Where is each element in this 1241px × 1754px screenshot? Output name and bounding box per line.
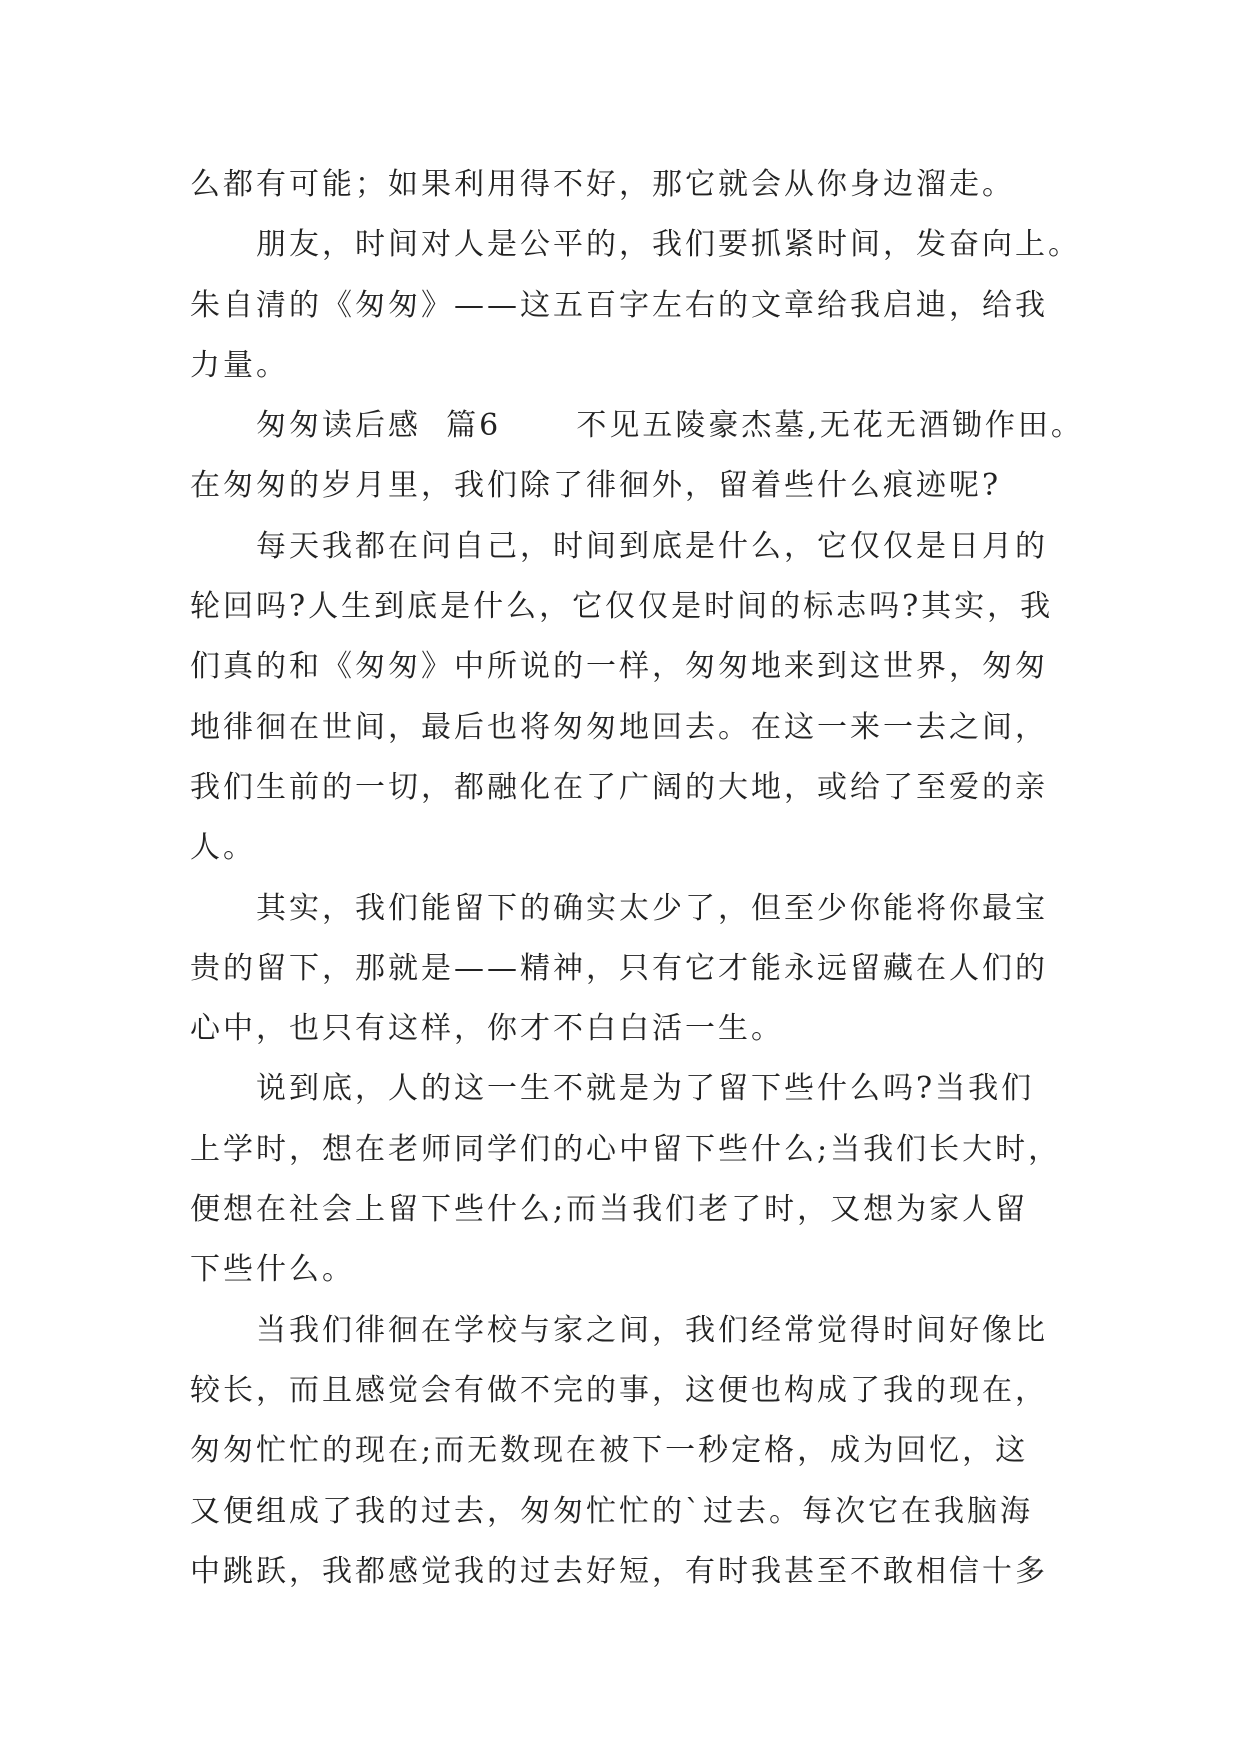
document-body	[190, 155, 1084, 1602]
text-line: 心中，也只有这样，你才不白白活一生。	[190, 1011, 784, 1047]
text-line: 轮回吗?人生到底是什么，它仅仅是时间的标志吗?其实，我	[190, 589, 1054, 625]
text-line: 当我们徘徊在学校与家之间，我们经常觉得时间好像比	[256, 1312, 1048, 1348]
text-line: 便想在社会上留下些什么;而当我们老了时，又想为家人留	[190, 1192, 1029, 1228]
text-line: 我们生前的一切，都融化在了广阔的大地，或给了至爱的亲	[190, 769, 1048, 805]
text-line: 贵的留下，那就是——精神，只有它才能永远留藏在人们的	[190, 950, 1048, 986]
text-line: 每天我都在问自己，时间到底是什么，它仅仅是日月的	[256, 528, 1048, 564]
text-line: 们真的和《匆匆》中所说的一样，匆匆地来到这世界，匆匆	[190, 649, 1048, 685]
text-line: 力量。	[190, 347, 289, 383]
text-line: 人。	[190, 830, 256, 866]
text-line: 其实，我们能留下的确实太少了，但至少你能将你最宝	[256, 890, 1048, 926]
text-line: 在匆匆的岁月里，我们除了徘徊外，留着些什么痕迹呢?	[190, 468, 1002, 504]
text-line: 又便组成了我的过去，匆匆忙忙的`过去。每次它在我脑海	[190, 1493, 1033, 1529]
text-line: 么都有可能；如果利用得不好，那它就会从你身边溜走。	[190, 167, 1015, 202]
text-line: 地徘徊在世间，最后也将匆匆地回去。在这一来一去之间，	[190, 709, 1048, 745]
text-line: 上学时，想在老师同学们的心中留下些什么;当我们长大时，	[190, 1131, 1062, 1167]
text-line: 朋友，时间对人是公平的，我们要抓紧时间，发奋向上。	[256, 227, 1081, 263]
text-line: 较长，而且感觉会有做不完的事，这便也构成了我的现在，	[190, 1372, 1048, 1408]
text-line: 说到底，人的这一生不就是为了留下些什么吗?当我们	[256, 1071, 1035, 1107]
text-line: 下些什么。	[190, 1252, 355, 1288]
text-line: 中跳跃，我都感觉我的过去好短，有时我甚至不敢相信十多	[190, 1553, 1048, 1589]
text-line: 朱自清的《匆匆》——这五百字左右的文章给我启迪，给我	[190, 287, 1048, 323]
text-line: 匆匆忙忙的现在;而无数现在被下一秒定格，成为回忆，这	[190, 1433, 1029, 1469]
section-heading-line: 匆匆读后感 篇6 不见五陵豪杰墓,无花无酒锄作田。	[256, 408, 1084, 444]
